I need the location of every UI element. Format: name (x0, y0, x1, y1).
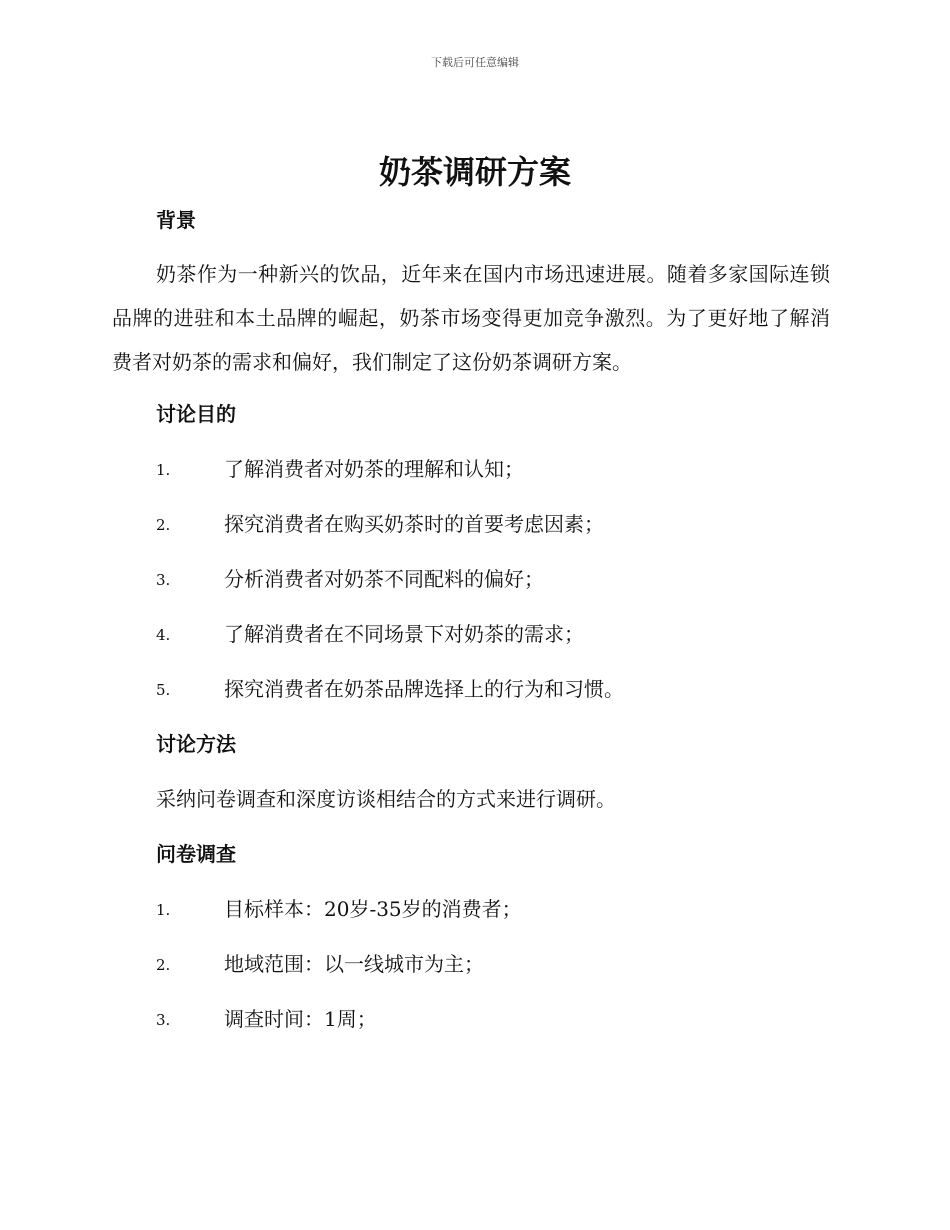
list-number: 2. (156, 516, 171, 534)
list-number: 4. (156, 626, 171, 644)
survey-list-item (156, 1005, 856, 1033)
method-text: 采纳问卷调查和深度访谈相结合的方式来进行调研。 (156, 787, 616, 811)
page-header-note: 下载后可任意编辑 (431, 56, 519, 69)
list-text: 目标样本：20岁-35岁的消费者； (224, 897, 522, 921)
list-number: 3. (156, 1011, 171, 1029)
list-text: 探究消费者在奶茶品牌选择上的行为和习惯。 (224, 677, 624, 701)
document-title: 奶茶调研方案 (378, 153, 571, 191)
list-number: 3. (156, 571, 171, 589)
purpose-list-item (156, 620, 856, 648)
purpose-list-item (156, 455, 856, 483)
section-heading-survey: 问卷调查 (156, 842, 236, 866)
background-paragraph: 奶茶作为一种新兴的饮品，近年来在国内市场迅速进展。随着多家国际连锁品牌的进驻和本土品牌的崛起，奶茶市场变得更加竞争激烈。为了更好地了解消费者对奶茶的需求和偏好，我们制定了这份奶茶调研方案。 (112, 262, 830, 374)
list-text: 地域范围：以一线城市为主； (224, 952, 484, 976)
survey-list-item (156, 895, 856, 923)
purpose-list-item (156, 675, 856, 703)
purpose-list-item (156, 510, 856, 538)
list-text: 了解消费者在不同场景下对奶茶的需求； (224, 622, 584, 646)
list-text: 了解消费者对奶茶的理解和认知； (224, 457, 524, 481)
survey-list-item (156, 950, 856, 978)
list-text: 分析消费者对奶茶不同配料的偏好； (224, 567, 544, 591)
section-heading-background: 背景 (156, 208, 196, 232)
list-text: 调查时间：1周； (224, 1007, 377, 1031)
list-number: 5. (156, 681, 171, 699)
list-number: 1. (156, 901, 171, 919)
list-text: 探究消费者在购买奶茶时的首要考虑因素； (224, 512, 604, 536)
list-number: 2. (156, 956, 171, 974)
list-number: 1. (156, 461, 171, 479)
purpose-list-item (156, 565, 856, 593)
section-heading-method: 讨论方法 (156, 732, 236, 756)
section-heading-purpose: 讨论目的 (156, 402, 236, 426)
